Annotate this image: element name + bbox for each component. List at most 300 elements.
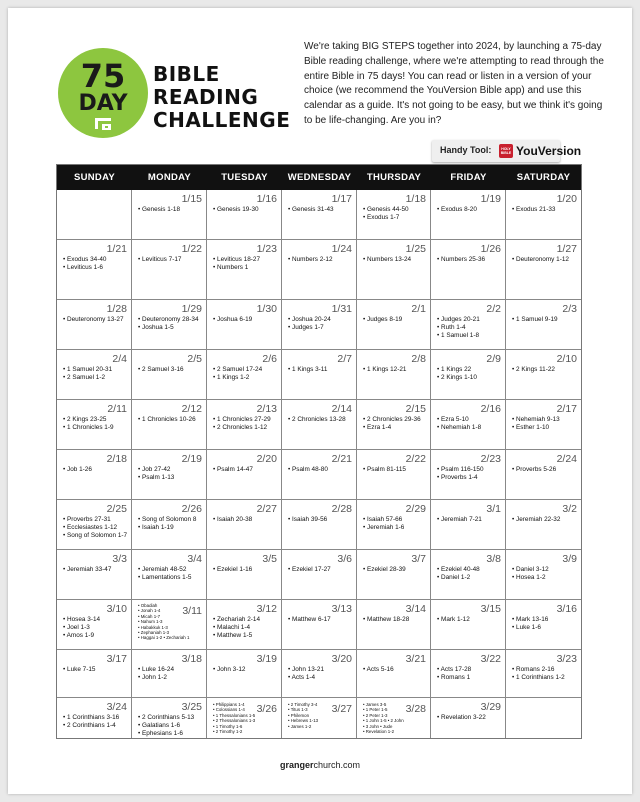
reading-item: • 3 John • Jude (363, 724, 404, 729)
reading-list (63, 316, 129, 324)
reading-item: • Jeremiah 48-52 (138, 566, 204, 574)
calendar-day (132, 500, 207, 550)
calendar-day (357, 500, 431, 550)
reading-list (512, 366, 579, 374)
reading-list (138, 206, 204, 214)
logo-number: 75 (80, 57, 126, 95)
reading-item: • John 1-2 (138, 674, 204, 682)
reading-item: • Deuteronomy 1-12 (512, 256, 579, 264)
weekday-header: SATURDAY (516, 172, 571, 183)
calendar-day (207, 450, 282, 500)
reading-list (288, 256, 354, 264)
calendar-day (431, 650, 506, 698)
reading-item: • 1 John 1-5 • 2 John (363, 718, 404, 723)
reading-list (512, 566, 579, 582)
reading-item: • Psalm 116-150 (437, 466, 503, 474)
reading-list (437, 666, 503, 682)
reading-item: • Mark 13-16 (512, 616, 579, 624)
reading-item: • Ezekiel 17-27 (288, 566, 354, 574)
day-date: 2/13 (256, 403, 277, 415)
calendar-day (431, 698, 506, 738)
reading-list (363, 566, 428, 574)
calendar-day (207, 400, 282, 450)
reading-list (213, 566, 279, 574)
day-date: 1/16 (256, 193, 277, 205)
calendar-day (431, 450, 506, 500)
calendar-day (57, 698, 132, 738)
reading-list (363, 616, 428, 624)
day-date: 2/19 (181, 453, 202, 465)
calendar-day (506, 698, 581, 738)
reading-list (288, 702, 330, 729)
reading-item: • 2 Kings 1-10 (437, 374, 503, 382)
calendar-day (132, 550, 207, 600)
weekday-header: MONDAY (147, 172, 192, 183)
reading-list (437, 714, 503, 722)
reading-item: • Colossians 1-4 (213, 707, 255, 712)
reading-item: • Judges 8-19 (363, 316, 428, 324)
reading-item: • Psalm 81-115 (363, 466, 428, 474)
calendar-day (431, 500, 506, 550)
reading-item: • Galatians 1-6 (138, 722, 204, 730)
calendar-day (207, 350, 282, 400)
calendar-day (57, 350, 132, 400)
reading-item: • Ecclesiastes 1-12 (63, 524, 129, 532)
reading-item: • Exodus 1-7 (363, 214, 428, 222)
reading-list (437, 206, 503, 214)
day-date: 3/29 (480, 701, 501, 713)
day-date: 3/24 (106, 701, 127, 713)
day-date: 2/20 (256, 453, 277, 465)
day-date: 2/12 (181, 403, 202, 415)
reading-list (63, 466, 129, 474)
reading-item: • Ezra 5-10 (437, 416, 503, 424)
reading-item: • Ezekiel 40-48 (437, 566, 503, 574)
reading-item: • Obadiah (138, 603, 178, 608)
reading-list (363, 256, 428, 264)
day-date: 3/7 (411, 553, 426, 565)
page (8, 8, 632, 794)
day-date: 1/27 (556, 243, 577, 255)
reading-list (288, 366, 354, 374)
reading-item: • 1 Kings 12-21 (363, 366, 428, 374)
reading-item: • Song of Solomon 8 (138, 516, 204, 524)
day-date: 1/29 (181, 303, 202, 315)
reading-item: • Job 1-26 (63, 466, 129, 474)
calendar-day (282, 600, 357, 650)
calendar-day (282, 550, 357, 600)
calendar-day (357, 240, 431, 300)
reading-list (363, 666, 428, 674)
calendar-day (357, 300, 431, 350)
calendar-day (207, 600, 282, 650)
reading-item: • Isaiah 1-19 (138, 524, 204, 532)
calendar-day (207, 550, 282, 600)
reading-item: • Exodus 34-40 (63, 256, 129, 264)
reading-list (363, 316, 428, 324)
reading-item: • Proverbs 27-31 (63, 516, 129, 524)
day-date: 3/8 (486, 553, 501, 565)
day-date: 1/20 (556, 193, 577, 205)
reading-item: • Isaiah 20-38 (213, 516, 279, 524)
day-date: 1/17 (331, 193, 352, 205)
reading-list (138, 714, 204, 738)
calendar-day (431, 190, 506, 240)
day-date: 3/28 (405, 703, 426, 715)
calendar-day (282, 190, 357, 240)
day-date: 2/27 (256, 503, 277, 515)
reading-item: • 2 Corinthians 5-13 (138, 714, 204, 722)
reading-item: • 1 Corinthians 3-16 (63, 714, 129, 722)
reading-item: • 1 Chronicles 27-29 (213, 416, 279, 424)
reading-item: • Proverbs 1-4 (437, 474, 503, 482)
reading-item: • Judges 1-7 (288, 324, 354, 332)
reading-item: • Zechariah 2-14 (213, 616, 279, 624)
day-date: 2/6 (262, 353, 277, 365)
day-date: 3/26 (256, 703, 277, 715)
calendar-day (506, 450, 581, 500)
reading-item: • Leviticus 18-27 (213, 256, 279, 264)
reading-item: • James 3-5 (363, 702, 404, 707)
day-date: 1/25 (405, 243, 426, 255)
day-date: 2/8 (411, 353, 426, 365)
reading-item: • Song of Solomon 1-7 (63, 532, 129, 540)
reading-list (288, 416, 354, 424)
reading-list (288, 516, 354, 524)
calendar-day (357, 400, 431, 450)
reading-item: • Leviticus 7-17 (138, 256, 204, 264)
reading-item: • Psalm 14-47 (213, 466, 279, 474)
day-date: 1/22 (181, 243, 202, 255)
reading-item: • 1 Kings 1-2 (213, 374, 279, 382)
reading-list (512, 516, 579, 524)
calendar-day (282, 240, 357, 300)
day-date: 2/15 (405, 403, 426, 415)
reading-list (437, 516, 503, 524)
reading-item: • Genesis 44-50 (363, 206, 428, 214)
day-date: 2/28 (331, 503, 352, 515)
reading-item: • Titus 1-3 (288, 707, 330, 712)
reading-item: • Nehemiah 9-13 (512, 416, 579, 424)
reading-item: • 2 Kings 11-22 (512, 366, 579, 374)
calendar-day (207, 300, 282, 350)
reading-item: • Revelation 1-2 (363, 729, 404, 734)
calendar-day (431, 240, 506, 300)
reading-list (437, 366, 503, 382)
day-date: 2/4 (112, 353, 127, 365)
reading-item: • Acts 5-16 (363, 666, 428, 674)
day-date: 3/2 (562, 503, 577, 515)
calendar-day (132, 190, 207, 240)
day-date: 2/17 (556, 403, 577, 415)
reading-list (63, 616, 129, 640)
reading-item: • John 13-21 (288, 666, 354, 674)
reading-item: • Joshua 6-19 (213, 316, 279, 324)
reading-list (437, 466, 503, 482)
day-date: 2/14 (331, 403, 352, 415)
calendar-day (282, 400, 357, 450)
reading-item: • Hosea 1-2 (512, 574, 579, 582)
reading-item: • Ruth 1-4 (437, 324, 503, 332)
reading-list (138, 516, 204, 532)
calendar-day (132, 350, 207, 400)
reading-list (63, 666, 129, 674)
calendar-day (506, 190, 581, 240)
reading-item: • 1 Peter 1-5 (363, 707, 404, 712)
reading-item: • Nahum 1-3 (138, 619, 178, 624)
reading-item: • Jeremiah 22-32 (512, 516, 579, 524)
day-date: 1/15 (181, 193, 202, 205)
reading-item: • 2 Kings 23-25 (63, 416, 129, 424)
day-date: 3/9 (562, 553, 577, 565)
reading-item: • Job 27-42 (138, 466, 204, 474)
calendar-day (357, 600, 431, 650)
calendar-day (282, 650, 357, 698)
reading-list (437, 416, 503, 432)
day-date: 2/24 (556, 453, 577, 465)
reading-item: • Deuteronomy 28-34 (138, 316, 204, 324)
reading-item: • 2 Timothy 1-2 (213, 729, 255, 734)
day-date: 2/23 (480, 453, 501, 465)
calendar-day (132, 450, 207, 500)
day-date: 3/21 (405, 653, 426, 665)
calendar-day (207, 650, 282, 698)
reading-item: • 2 Samuel 3-16 (138, 366, 204, 374)
day-date: 2/25 (106, 503, 127, 515)
reading-list (138, 666, 204, 682)
weekday-header: FRIDAY (450, 172, 487, 183)
day-date: 1/19 (480, 193, 501, 205)
reading-list (363, 466, 428, 474)
reading-list (138, 416, 204, 424)
reading-list (213, 366, 279, 382)
calendar-day (282, 350, 357, 400)
reading-item: • 2 Chronicles 29-36 (363, 416, 428, 424)
reading-list (512, 416, 579, 432)
day-date: 2/9 (486, 353, 501, 365)
day-date: 2/26 (181, 503, 202, 515)
reading-item: • Romans 2-16 (512, 666, 579, 674)
calendar-day (132, 600, 207, 650)
reading-list (512, 206, 579, 214)
calendar-day (357, 650, 431, 698)
title-line: CHALLENGE (153, 108, 291, 132)
reading-item: • Numbers 25-36 (437, 256, 503, 264)
calendar-day (506, 600, 581, 650)
reading-list (288, 206, 354, 214)
reading-item: • Matthew 6-17 (288, 616, 354, 624)
reading-item: • 2 Timothy 3-4 (288, 702, 330, 707)
reading-list (437, 256, 503, 264)
weekday-header: TUESDAY (221, 172, 268, 183)
reading-item: • Jonah 1-4 (138, 608, 178, 613)
reading-item: • Nehemiah 1-8 (437, 424, 503, 432)
reading-item: • Luke 7-15 (63, 666, 129, 674)
reading-item: • Leviticus 1-6 (63, 264, 129, 272)
day-date: 1/18 (405, 193, 426, 205)
reading-item: • Haggai 1-2 • Zechariah 1 (138, 635, 178, 640)
calendar-day (506, 300, 581, 350)
reading-item: • 1 Samuel 1-8 (437, 332, 503, 340)
reading-item: • 1 Kings 22 (437, 366, 503, 374)
calendar-day (282, 300, 357, 350)
day-date: 2/1 (411, 303, 426, 315)
reading-list (138, 316, 204, 332)
reading-list (63, 566, 129, 574)
reading-item: • Exodus 8-20 (437, 206, 503, 214)
reading-list (63, 366, 129, 382)
reading-list (437, 616, 503, 624)
reading-item: • Acts 17-28 (437, 666, 503, 674)
weekday-header: THURSDAY (366, 172, 422, 183)
reading-list (63, 256, 129, 272)
weekday-header: SUNDAY (73, 172, 116, 183)
calendar-day (282, 450, 357, 500)
reading-list (512, 256, 579, 264)
reading-item: • Proverbs 5-26 (512, 466, 579, 474)
reading-item: • Matthew 1-5 (213, 632, 279, 640)
calendar-day (132, 300, 207, 350)
page-title (153, 63, 290, 132)
calendar-day (357, 698, 431, 738)
calendar-day (57, 500, 132, 550)
reading-item: • Genesis 19-30 (213, 206, 279, 214)
reading-list (63, 714, 129, 730)
reading-list (363, 416, 428, 432)
reading-list (138, 256, 204, 264)
reading-list (363, 516, 428, 532)
reading-item: • Psalm 48-80 (288, 466, 354, 474)
day-date: 3/4 (187, 553, 202, 565)
day-date: 2/2 (486, 303, 501, 315)
calendar-day (431, 350, 506, 400)
day-date: 3/23 (556, 653, 577, 665)
day-date: 3/6 (337, 553, 352, 565)
youversion-icon: HOLY BIBLE (499, 144, 513, 158)
reading-list (512, 616, 579, 632)
footer-url (8, 760, 632, 770)
reading-item: • Joshua 20-24 (288, 316, 354, 324)
reading-item: • Ezekiel 1-16 (213, 566, 279, 574)
reading-item: • 2 Chronicles 1-12 (213, 424, 279, 432)
reading-list (138, 566, 204, 582)
day-date: 2/5 (187, 353, 202, 365)
calendar-day (132, 240, 207, 300)
reading-item: • Joel 1-3 (63, 624, 129, 632)
reading-list (363, 366, 428, 374)
day-date: 3/16 (556, 603, 577, 615)
reading-item: • Exodus 21-33 (512, 206, 579, 214)
title-line: READING (153, 85, 259, 109)
reading-item: • 1 Thessalonians 1-5 (213, 713, 255, 718)
calendar-day (357, 350, 431, 400)
calendar-day (57, 550, 132, 600)
reading-item: • Esther 1-10 (512, 424, 579, 432)
reading-item: • Numbers 1 (213, 264, 279, 272)
calendar-day (132, 698, 207, 738)
reading-list (213, 516, 279, 524)
reading-list (213, 666, 279, 674)
day-date: 1/30 (256, 303, 277, 315)
title-line: BIBLE (153, 62, 220, 86)
reading-list (213, 416, 279, 432)
day-date: 3/19 (256, 653, 277, 665)
reading-list (288, 316, 354, 332)
reading-list (288, 666, 354, 682)
calendar-day (57, 600, 132, 650)
reading-item: • Lamentations 1-5 (138, 574, 204, 582)
day-date: 2/7 (337, 353, 352, 365)
calendar-day (506, 650, 581, 698)
reading-item: • Habakkuk 1-3 (138, 625, 178, 630)
calendar-day (431, 600, 506, 650)
reading-list (288, 566, 354, 574)
reading-item: • Jeremiah 33-47 (63, 566, 129, 574)
day-date: 3/15 (480, 603, 501, 615)
calendar-day (57, 650, 132, 698)
calendar-day (132, 400, 207, 450)
day-date: 3/5 (262, 553, 277, 565)
calendar-day (506, 240, 581, 300)
day-date: 3/1 (486, 503, 501, 515)
reading-item: • Revelation 3-22 (437, 714, 503, 722)
reading-list (512, 316, 579, 324)
day-date: 3/27 (331, 703, 352, 715)
reading-list (213, 206, 279, 214)
reading-list (213, 702, 255, 734)
day-date: 2/16 (480, 403, 501, 415)
calendar-header (57, 165, 581, 190)
reading-item: • Deuteronomy 13-27 (63, 316, 129, 324)
reading-list (138, 366, 204, 374)
reading-item: • Micah 1-7 (138, 614, 178, 619)
day-date: 3/11 (182, 605, 202, 617)
calendar-day (506, 350, 581, 400)
calendar-day (431, 400, 506, 450)
calendar-day (57, 450, 132, 500)
calendar-day (207, 190, 282, 240)
reading-item: • Isaiah 39-56 (288, 516, 354, 524)
calendar-day (506, 400, 581, 450)
calendar-day (282, 698, 357, 738)
calendar-day (207, 500, 282, 550)
reading-item: • 1 Chronicles 1-9 (63, 424, 129, 432)
calendar-day (57, 190, 132, 240)
calendar-day (282, 500, 357, 550)
day-date: 3/13 (331, 603, 352, 615)
day-date: 2/3 (562, 303, 577, 315)
reading-list (437, 316, 503, 340)
day-date: 3/12 (256, 603, 277, 615)
calendar-day (506, 550, 581, 600)
reading-item: • Romans 1 (437, 674, 503, 682)
reading-item: • 2 Corinthians 1-4 (63, 722, 129, 730)
reading-item: • Numbers 13-24 (363, 256, 428, 264)
day-date: 2/10 (556, 353, 577, 365)
day-date: 3/3 (112, 553, 127, 565)
reading-item: • 1 Kings 3-11 (288, 366, 354, 374)
reading-item: • Judges 20-21 (437, 316, 503, 324)
reading-list (138, 603, 190, 641)
reading-list (437, 566, 503, 582)
reading-item: • Genesis 31-43 (288, 206, 354, 214)
reading-item: • Matthew 18-28 (363, 616, 428, 624)
logo-word: DAY (78, 91, 128, 116)
weekday-header: WEDNESDAY (287, 172, 352, 183)
reading-list (213, 616, 279, 640)
reading-item: • Daniel 3-12 (512, 566, 579, 574)
reading-item: • Philemon (288, 713, 330, 718)
